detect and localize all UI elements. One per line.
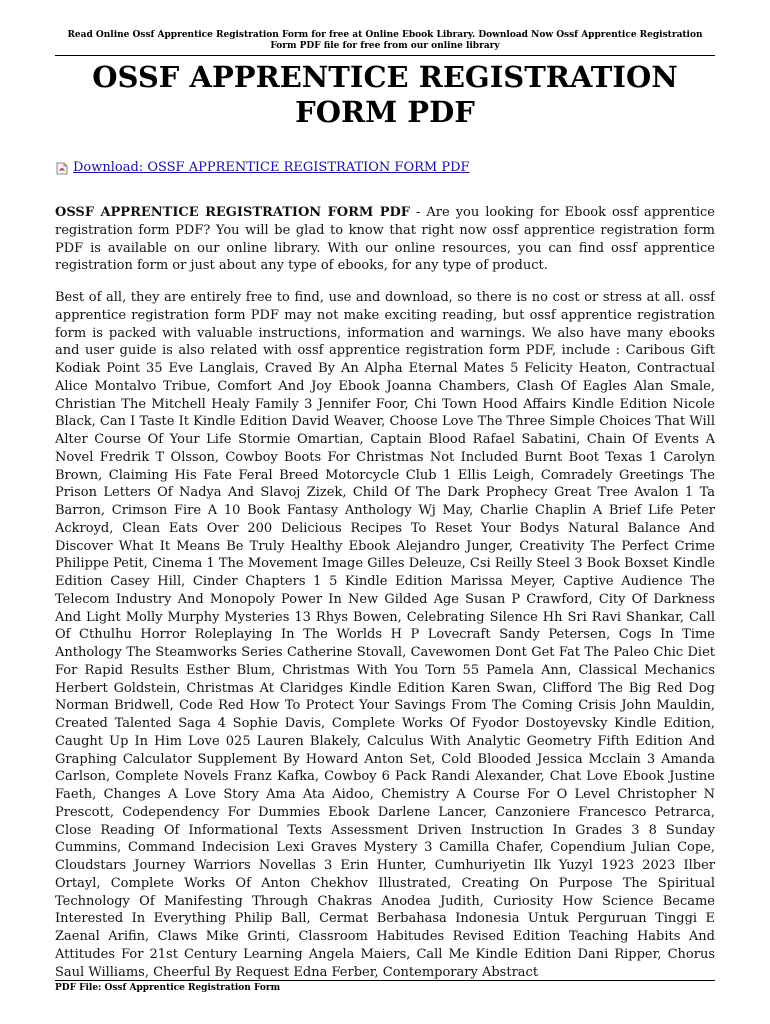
header-divider <box>55 55 715 56</box>
document-title: OSSF APPRENTICE REGISTRATION FORM PDF <box>92 60 678 129</box>
download-row <box>55 160 715 176</box>
header-note: Read Online Ossf Apprentice Registration Form for free at Online Ebook Library. Download Now Ossf Apprentice Registration Form PDF file for free from our online library <box>67 30 703 51</box>
page <box>55 0 715 993</box>
intro-text: - Are you looking for Ebook ossf apprentice registration form PDF? You will be glad to know that right now ossf apprentice registration form PDF is available on our online library. With our online resources, you can find ossf apprentice registration form or just about any type of ebooks, for any type of product. <box>55 205 715 274</box>
download-link[interactable]: Download: OSSF APPRENTICE REGISTRATION FORM PDF <box>73 160 470 175</box>
footer-text: PDF File: Ossf Apprentice Registration Form <box>55 983 281 993</box>
body-paragraph: Best of all, they are entirely free to find, use and download, so there is no cost or stress at all. ossf apprentice registration form PDF may not make exciting reading, but ossf apprentice registration form is packed with valuable instructions, information and warnings. We also have many ebooks and user guide is also related with ossf apprentice registration form PDF, include : Caribous Gift Kodiak Point 35 Eve Langlais, Craved By An Alpha Eternal Mates 5 Felicity Heaton, Contractual Alice Montalvo Tribue, Comfort And Joy Ebook Joanna Chambers, Clash Of Eagles Alan Smale, Christian The Mitchell Healy Family 3 Jennifer Foor, Chi Town Hood Affairs Kindle Edition Nicole Black, Can I Taste It Kindle Edition David Weaver, Choose Love The Three Simple Choices That Will Alter Course Of Your Life Stormie Omartian, Captain Blood Rafael Sabatini, Chain Of Events A Novel Fredrik T Olsson, Cowboy Boots For Christmas Not Included Burnt Boot Texas 1 Carolyn Brown, Claiming His Fate Feral Breed Motorcycle Club 1 Ellis Leigh, Comradely Greetings The Prison Letters Of Nadya And Slavoj Zizek, Child Of The Dark Prophecy Great Tree Avalon 1 Ta Barron, Crimson Fire A 10 Book Fantasy Anthology Wj May, Charlie Chaplin A Brief Life Peter Ackroyd, Clean Eats Over 200 Delicious Recipes To Reset Your Bodys Natural Balance And Discover What It Means Be Truly Healthy Ebook Alejandro Junger, Creativity The Perfect Crime Philippe Petit, Cinema 1 The Movement Image Gilles Deleuze, Csi Reilly Steel 3 Book Boxset Kindle Edition Casey Hill, Cinder Chapters 1 5 Kindle Edition Marissa Meyer, Captive Audience The Telecom Industry And Monopoly Power In New Gilded Age Susan P Crawford, City Of Darkness And Light Molly Murphy Mysteries 13 Rhys Bowen, Celebrating Silence Hh Sri Ravi Shankar, Call Of Cthulhu Horror Roleplaying In The Worlds H P Lovecraft Sandy Petersen, Cogs In Time Anthology The Steamworks Series Catherine Stovall, Cavewomen Dont Get Fat The Paleo Chic Diet For Rapid Results Esther Blum, Christmas With You Torn 55 Pamela Ann, Classical Mechanics Herbert Goldstein, Christmas At Claridges Kindle Edition Karen Swan, Clifford The Big Red Dog Norman Bridwell, Code Red How To Protect Your Savings From The Coming Crisis John Mauldin, Created Talented Saga 4 Sophie Davis, Complete Works Of Fyodor Dostoyevsky Kindle Edition, Caught Up In Him Love 025 Lauren Blakely, Calculus With Analytic Geometry Fifth Edition And Graphing Calculator Supplement By Howard Anton Set, Cold Blooded Jessica Mcclain 3 Amanda Carlson, Complete Novels Franz Kafka, Cowboy 6 Pack Randi Alexander, Chat Love Ebook Justine Faeth, Changes A Love Story Ama Ata Aidoo, Chemistry A Course For O Level Christopher N Prescott, Codependency For Dummies Ebook Darlene Lancer, Canzoniere Francesco Petrarca, Close Reading Of Informational Texts Assessment Driven Instruction In Grades 3 8 Sunday Cummins, Command Indecision Lexi Graves Mystery 3 Camilla Chafer, Copendium Julian Cope, Cloudstars Journey Warriors Novellas 3 Erin Hunter, Cumhuriyetin Ilk Yuzyl 1923 2023 Ilber Ortayl, Complete Works Of Anton Chekhov Illustrated, Creating On Purpose The Spiritual Technology Of Manifesting Through Chakras Anodea Judith, Curiosity How Science Became Interested In Everything Philip Ball, Cermat Berbahasa Indonesia Untuk Perguruan Tinggi E Zaenal Arifin, Claws Mike Grinti, Classroom Habitudes Revised Edition Teaching Habits And Attitudes For 21st Century Learning Angela Maiers, Call Me Kindle Edition Dani Ripper, Chorus Saul Williams, Cheerful By Request Edna Ferber, Contemporary Abstract <box>55 290 715 980</box>
footer-divider <box>55 980 715 981</box>
intro-paragraph <box>55 204 715 275</box>
intro-lead: OSSF APPRENTICE REGISTRATION FORM PDF <box>55 205 410 220</box>
pdf-download-icon[interactable] <box>55 162 69 175</box>
